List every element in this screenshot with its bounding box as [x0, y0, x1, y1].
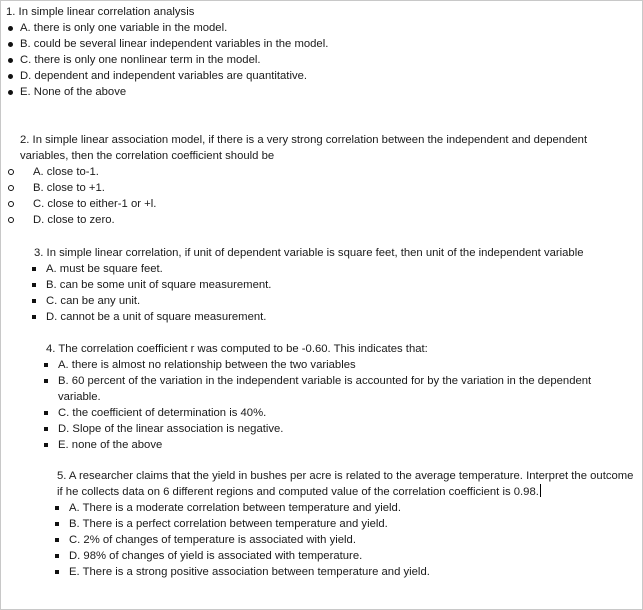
option-b — [6, 36, 636, 52]
option-text: C. can be any unit. — [46, 295, 141, 307]
bullet-dot-icon — [8, 58, 13, 63]
bullet-dot-icon — [8, 90, 13, 95]
bullet-square-icon — [44, 443, 48, 447]
bullet-square-icon — [32, 315, 36, 319]
option-text: C. close to either-1 or +l. — [33, 198, 157, 210]
question-stem: 4. The correlation coefficient r was computed to be -0.60. This indicates that: — [46, 343, 428, 355]
option-e — [6, 84, 636, 100]
option-a — [55, 500, 637, 516]
option-e — [44, 437, 636, 453]
bullet-square-icon — [32, 267, 36, 271]
option-a — [44, 357, 636, 373]
option-c — [55, 532, 637, 548]
question-2 — [20, 132, 636, 228]
text-cursor — [540, 484, 541, 497]
option-d — [55, 548, 637, 564]
option-text: D. Slope of the linear association is negative. — [58, 423, 284, 435]
option-text: B. close to +1. — [33, 182, 105, 194]
question-stem — [57, 468, 637, 500]
bullet-square-icon — [55, 522, 59, 526]
option-a — [6, 20, 636, 36]
bullet-square-icon — [55, 506, 59, 510]
option-text: D. dependent and independent variables are quantitative. — [20, 70, 308, 82]
option-c — [6, 196, 636, 212]
option-d — [32, 309, 634, 325]
bullet-square-icon — [55, 538, 59, 542]
option-text: E. None of the above — [20, 86, 127, 98]
question-1 — [6, 4, 636, 100]
option-text: D. cannot be a unit of square measurement. — [46, 311, 267, 323]
option-c — [6, 52, 636, 68]
option-c — [32, 293, 634, 309]
option-b — [32, 277, 634, 293]
bullet-ring-icon — [8, 185, 14, 191]
question-stem: 1. In simple linear correlation analysis — [6, 6, 195, 18]
bullet-square-icon — [44, 363, 48, 367]
question-stem: 2. In simple linear association model, if there is a very strong correlation between the independent and dependent variables, then the correlation coefficient should be — [20, 134, 588, 162]
stem-text: 5. A researcher claims that the yield in bushes per acre is related to the average temperature. Interpret the outcome if he collects data on 6 different regions and computed value of the correlation coefficient is 0.98. — [57, 470, 634, 498]
option-text: C. the coefficient of determination is 40%. — [58, 407, 267, 419]
bullet-dot-icon — [8, 74, 13, 79]
bullet-square-icon — [55, 570, 59, 574]
option-text: B. 60 percent of the variation in the independent variable is accounted for by the variation in the dependent variable. — [58, 375, 592, 403]
option-text: D. 98% of changes of yield is associated with temperature. — [69, 550, 363, 562]
bullet-square-icon — [44, 427, 48, 431]
option-text: A. there is almost no relationship between the two variables — [58, 359, 356, 371]
bullet-square-icon — [44, 411, 48, 415]
bullet-ring-icon — [8, 201, 14, 207]
option-e — [55, 564, 637, 580]
question-stem: 3. In simple linear correlation, if unit of dependent variable is square feet, then unit of the independent variable — [34, 247, 584, 259]
option-text: E. none of the above — [58, 439, 163, 451]
option-text: A. close to-1. — [33, 166, 99, 178]
bullet-dot-icon — [8, 42, 13, 47]
option-text: E. There is a strong positive association between temperature and yield. — [69, 566, 430, 578]
bullet-square-icon — [32, 283, 36, 287]
option-text: C. there is only one nonlinear term in the model. — [20, 54, 261, 66]
option-text: B. could be several linear independent variables in the model. — [20, 38, 329, 50]
option-d — [6, 68, 636, 84]
option-b — [6, 180, 636, 196]
option-c — [44, 405, 636, 421]
option-text: C. 2% of changes of temperature is associated with yield. — [69, 534, 356, 546]
option-b — [44, 373, 636, 405]
option-a — [6, 164, 636, 180]
option-text: B. There is a perfect correlation between temperature and yield. — [69, 518, 388, 530]
option-d — [6, 212, 636, 228]
bullet-square-icon — [44, 379, 48, 383]
option-b — [55, 516, 637, 532]
question-4 — [46, 341, 636, 453]
question-3 — [34, 245, 634, 325]
option-text: A. there is only one variable in the model. — [20, 22, 228, 34]
option-text: A. must be square feet. — [46, 263, 163, 275]
option-text: D. close to zero. — [33, 214, 115, 226]
bullet-square-icon — [55, 554, 59, 558]
option-text: B. can be some unit of square measurement. — [46, 279, 272, 291]
option-d — [44, 421, 636, 437]
option-text: A. There is a moderate correlation between temperature and yield. — [69, 502, 401, 514]
bullet-ring-icon — [8, 169, 14, 175]
bullet-dot-icon — [8, 26, 13, 31]
bullet-ring-icon — [8, 217, 14, 223]
bullet-square-icon — [32, 299, 36, 303]
option-a — [32, 261, 634, 277]
question-5 — [57, 468, 637, 580]
